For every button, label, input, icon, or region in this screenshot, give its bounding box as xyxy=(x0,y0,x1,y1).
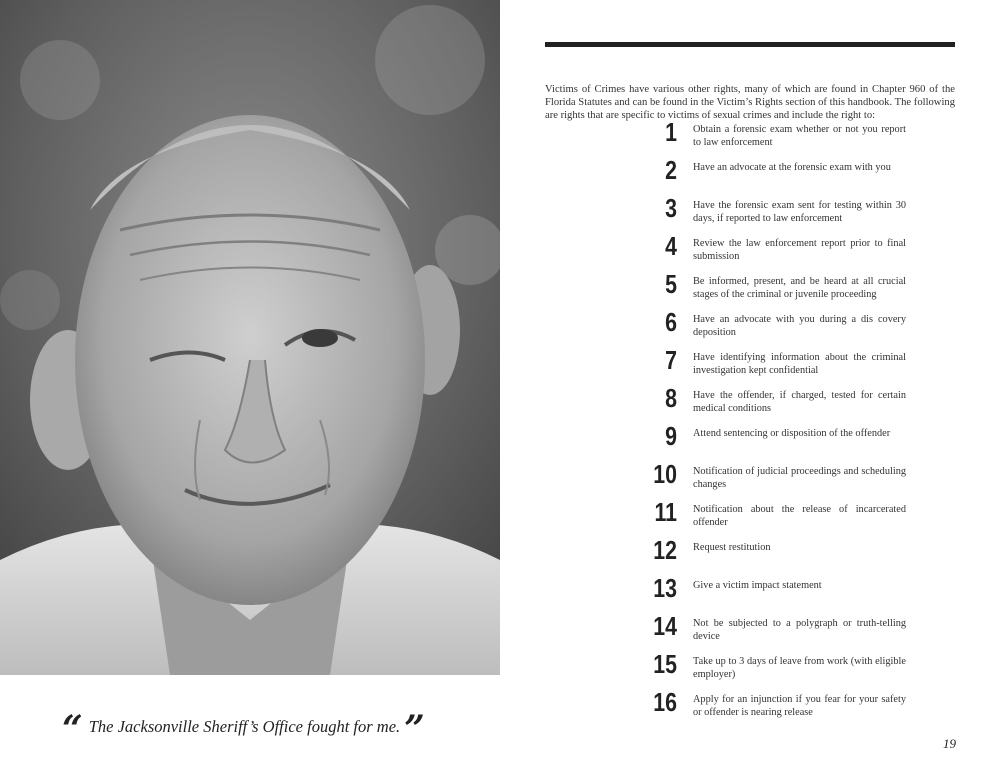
right-number: 3 xyxy=(665,193,677,223)
right-text: Have an advocate at the forensic exam with you xyxy=(693,162,891,173)
right-number: 7 xyxy=(665,345,677,375)
right-text: Have identifying information about the criminal investigation kept confidential xyxy=(693,352,906,376)
right-number: 14 xyxy=(653,611,677,641)
right-text: Be informed, present, and be heard at all crucial stages of the criminal or juvenile proceeding xyxy=(693,276,906,300)
right-number: 15 xyxy=(653,649,677,679)
portrait-photo-illustration xyxy=(0,0,500,675)
right-number: 11 xyxy=(654,497,677,527)
right-item xyxy=(640,118,908,156)
right-item xyxy=(640,650,908,688)
right-text: Obtain a forensic exam whether or not you report to law enforcement xyxy=(693,124,906,148)
right-item xyxy=(640,270,908,308)
right-item xyxy=(640,574,908,612)
right-text: Give a victim impact statement xyxy=(693,580,822,591)
right-number: 12 xyxy=(653,535,677,565)
page-number: 19 xyxy=(943,736,956,751)
right-item xyxy=(640,308,908,346)
right-item xyxy=(640,688,908,726)
right-text: Notification of judicial proceedings and scheduling changes xyxy=(693,466,906,490)
right-number: 9 xyxy=(665,421,677,451)
right-item xyxy=(640,422,908,460)
right-item xyxy=(640,384,908,422)
right-number: 4 xyxy=(665,231,677,261)
right-number: 10 xyxy=(653,459,677,489)
right-text: Have the offender, if charged, tested for certain medical conditions xyxy=(693,390,906,414)
right-text: Have the forensic exam sent for testing within 30 days, if reported to law enforcement xyxy=(693,200,906,224)
right-text: Notification about the release of incarcerated offender xyxy=(693,504,906,528)
right-item xyxy=(640,346,908,384)
right-number: 8 xyxy=(665,383,677,413)
portrait-photo xyxy=(0,0,500,675)
right-text: Request restitution xyxy=(693,542,771,553)
right-item xyxy=(640,536,908,574)
intro-paragraph: Victims of Crimes have various other rights, many of which are found in Chapter 960 of the Florida Statutes and can be found in the Victim’s Rights section of this handbook. The following are rights that are specific to victims of sexual crimes and include the right to: xyxy=(545,83,955,121)
right-number: 16 xyxy=(653,687,677,717)
right-text: Have an advocate with you during a dis covery deposition xyxy=(693,314,906,338)
right-text: Take up to 3 days of leave from work (with eligible employer) xyxy=(693,656,906,680)
right-item xyxy=(640,232,908,270)
right-number: 5 xyxy=(665,269,677,299)
pull-quote xyxy=(62,707,462,750)
header-rule xyxy=(545,42,955,47)
right-text: Apply for an injunction if you fear for your safety or offender is nearing release xyxy=(693,694,906,718)
right-text: Review the law enforcement report prior to final submission xyxy=(693,238,906,262)
right-number: 13 xyxy=(653,573,677,603)
right-item xyxy=(640,194,908,232)
close-quote-mark: ” xyxy=(404,708,425,750)
right-text: Attend sentencing or disposition of the offender xyxy=(693,428,891,439)
quote-text: The Jacksonville Sheriff’s Office fought for me. xyxy=(88,717,401,736)
right-item xyxy=(640,460,908,498)
right-number: 1 xyxy=(665,117,677,147)
right-item xyxy=(640,156,908,194)
rights-list xyxy=(640,118,908,726)
open-quote-mark: “ xyxy=(62,708,83,750)
right-number: 6 xyxy=(665,307,677,337)
right-text: Not be subjected to a polygraph or truth-telling device xyxy=(693,618,906,642)
right-item xyxy=(640,612,908,650)
right-number: 2 xyxy=(665,155,677,185)
right-item xyxy=(640,498,908,536)
